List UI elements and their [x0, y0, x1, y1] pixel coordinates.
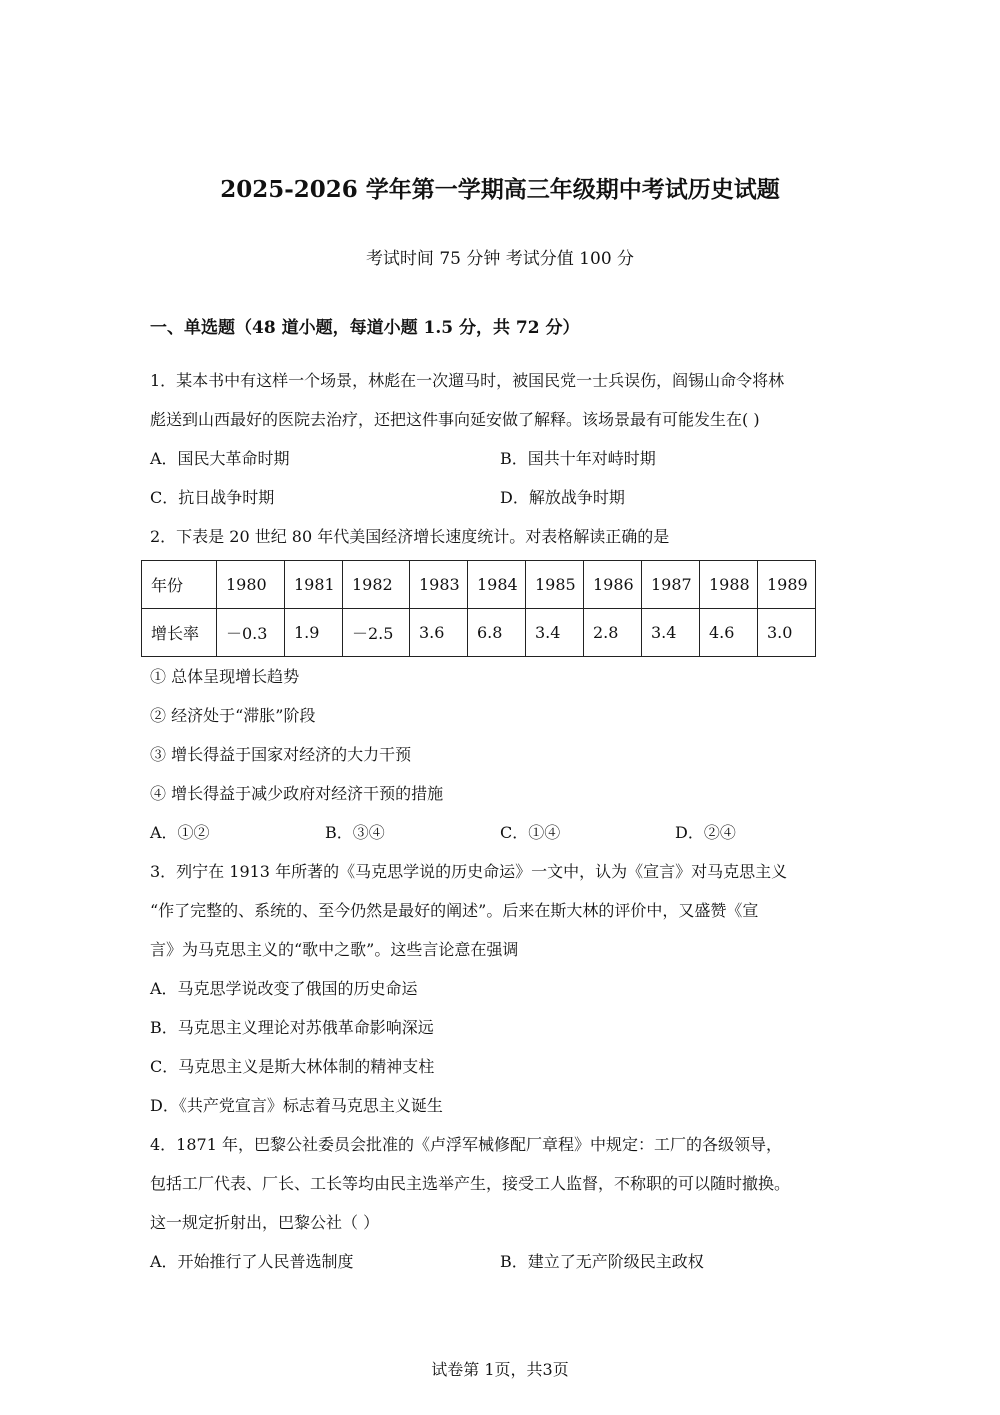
table-cell-year-label: 年份: [142, 561, 217, 609]
table-cell-rate: 3.0: [758, 609, 816, 657]
q2-statement-2: ② 经济处于“滞胀”阶段: [150, 706, 316, 725]
table-cell-rate: －2.5: [343, 609, 410, 657]
growth-rate-table: [141, 560, 816, 657]
q2-option-d: D．②④: [675, 823, 736, 842]
table-cell-year: 1988: [700, 561, 758, 609]
table-cell-rate: －0.3: [217, 609, 285, 657]
q4-stem-line1: 4．1871 年，巴黎公社委员会批准的《卢浮军械修配厂章程》中规定：工厂的各级领导，: [150, 1135, 782, 1154]
q1-stem-line1: 1．某本书中有这样一个场景，林彪在一次遛马时，被国民党一士兵误伤，阎锡山命令将林: [150, 371, 785, 390]
q2-statement-1: ① 总体呈现增长趋势: [150, 667, 300, 686]
table-cell-rate-label: 增长率: [142, 609, 217, 657]
table-row-rates: [142, 609, 816, 657]
q3-stem-line1: 3．列宁在 1913 年所著的《马克思学说的历史命运》一文中，认为《宣言》对马克思主义: [150, 862, 788, 881]
q2-option-b: B．③④: [325, 823, 385, 842]
q4-option-b: B．建立了无产阶级民主政权: [500, 1252, 704, 1271]
q2-option-a: A．①②: [150, 823, 210, 842]
table-cell-year: 1987: [642, 561, 700, 609]
q2-option-c: C．①④: [500, 823, 561, 842]
q1-option-a: A．国民大革命时期: [150, 449, 290, 468]
table-cell-rate: 3.4: [526, 609, 584, 657]
table-cell-rate: 6.8: [468, 609, 526, 657]
table-cell-year: 1985: [526, 561, 584, 609]
table-cell-rate: 2.8: [584, 609, 642, 657]
section-heading: 一、单选题（48 道小题，每道小题 1.5 分，共 72 分）: [150, 318, 580, 338]
q3-option-d: D．《共产党宣言》标志着马克思主义诞生: [150, 1096, 443, 1115]
q2-stem: 2．下表是 20 世纪 80 年代美国经济增长速度统计。对表格解读正确的是: [150, 527, 670, 546]
table-cell-year: 1981: [285, 561, 343, 609]
table-cell-year: 1986: [584, 561, 642, 609]
exam-title: 2025-2026 学年第一学期高三年级期中考试历史试题: [220, 176, 780, 203]
q4-stem-line2: 包括工厂代表、厂长、工长等均由民主选举产生，接受工人监督，不称职的可以随时撤换。: [150, 1174, 791, 1193]
exam-subtitle: 考试时间 75 分钟 考试分值 100 分: [365, 249, 635, 269]
q1-option-b: B．国共十年对峙时期: [500, 449, 656, 468]
q4-option-a: A．开始推行了人民普选制度: [150, 1252, 354, 1271]
q2-statement-4: ④ 增长得益于减少政府对经济干预的措施: [150, 784, 444, 803]
page-footer: 试卷第 1页，共3页: [431, 1360, 569, 1379]
q3-stem-line2: “作了完整的、系统的、至今仍然是最好的阐述”。后来在斯大林的评价中，又盛赞《宣: [150, 901, 759, 920]
q3-option-a: A．马克思学说改变了俄国的历史命运: [150, 979, 418, 998]
table-cell-rate: 4.6: [700, 609, 758, 657]
q1-option-c: C．抗日战争时期: [150, 488, 275, 507]
table-cell-rate: 3.4: [642, 609, 700, 657]
q3-stem-line3: 言》为马克思主义的“歌中之歌”。这些言论意在强调: [150, 940, 519, 959]
table-cell-year: 1980: [217, 561, 285, 609]
table-cell-year: 1983: [410, 561, 468, 609]
table-row-years: [142, 561, 816, 609]
q2-statement-3: ③ 增长得益于国家对经济的大力干预: [150, 745, 412, 764]
q1-option-d: D．解放战争时期: [500, 488, 625, 507]
q3-option-b: B．马克思主义理论对苏俄革命影响深远: [150, 1018, 434, 1037]
table-cell-year: 1984: [468, 561, 526, 609]
table-cell-rate: 3.6: [410, 609, 468, 657]
q4-stem-line3: 这一规定折射出，巴黎公社（ ）: [150, 1213, 380, 1232]
table-cell-year: 1989: [758, 561, 816, 609]
q3-option-c: C．马克思主义是斯大林体制的精神支柱: [150, 1057, 435, 1076]
table-cell-rate: 1.9: [285, 609, 343, 657]
table-cell-year: 1982: [343, 561, 410, 609]
q1-stem-line2: 彪送到山西最好的医院去治疗，还把这件事向延安做了解释。该场景最有可能发生在( ): [150, 410, 760, 429]
